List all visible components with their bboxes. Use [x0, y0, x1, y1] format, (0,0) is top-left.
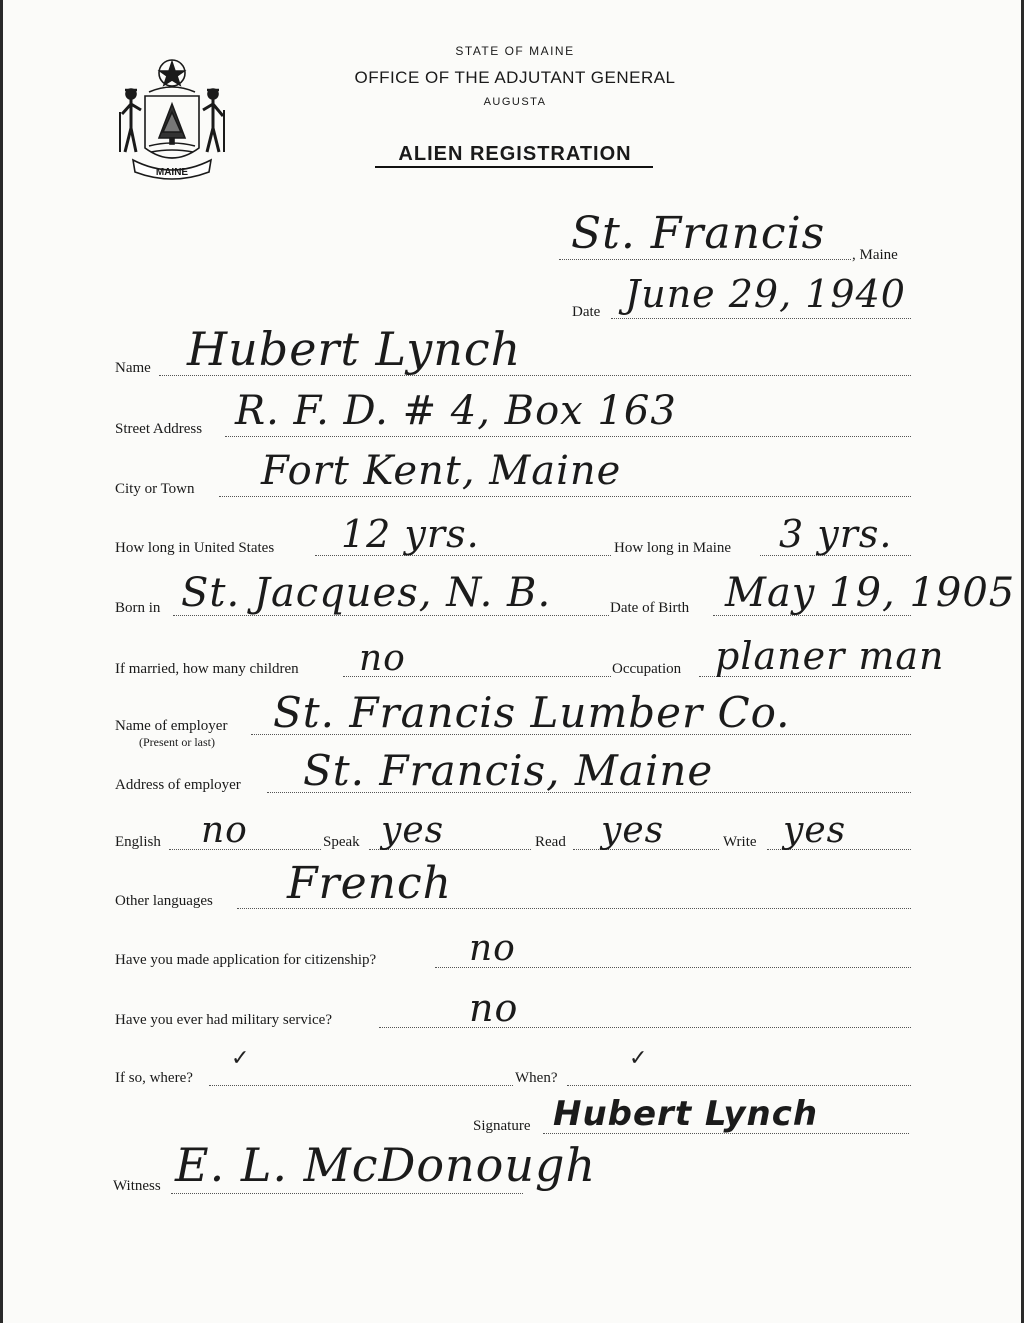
employer-address-value: St. Francis, Maine: [303, 746, 714, 795]
speak-label: Speak: [323, 834, 360, 850]
us-stay-value: 12 yrs.: [341, 512, 480, 556]
employer-sublabel: (Present or last): [139, 735, 215, 749]
date-line: [611, 318, 911, 319]
city-line: [219, 496, 911, 497]
english-label: English: [115, 834, 161, 850]
employer-address-label: Address of employer: [115, 777, 241, 793]
other-languages-label: Other languages: [115, 893, 213, 909]
signature-value: Hubert Lynch: [553, 1094, 819, 1134]
date-value: June 29, 1940: [625, 272, 906, 316]
signature-label: Signature: [473, 1118, 531, 1134]
when-check-icon: ✓: [629, 1046, 648, 1071]
military-label: Have you ever had military service?: [115, 1012, 332, 1028]
street-label: Street Address: [115, 421, 203, 437]
header-state: STATE OF MAINE: [455, 44, 575, 58]
dob-label: Date of Birth: [610, 600, 690, 616]
occupation-label: Occupation: [612, 661, 682, 677]
write-label: Write: [723, 834, 757, 850]
other-languages-value: French: [287, 858, 452, 909]
occupation-value: planer man: [715, 634, 945, 678]
us-stay-label: How long in United States: [115, 540, 275, 556]
title-underline: [375, 166, 653, 168]
military-line: [379, 1027, 911, 1028]
maine-stay-value: 3 yrs.: [779, 512, 893, 556]
name-value: Hubert Lynch: [187, 322, 522, 376]
employer-value: St. Francis Lumber Co.: [273, 688, 791, 737]
place-line: [559, 259, 851, 260]
maine-stay-label: How long in Maine: [614, 540, 732, 556]
born-value: St. Jacques, N. B.: [181, 570, 552, 616]
street-value: R. F. D. # 4, Box 163: [235, 388, 677, 434]
when-line: [567, 1085, 911, 1086]
form-title: ALIEN REGISTRATION: [398, 143, 632, 165]
write-value: yes: [783, 810, 847, 851]
citizenship-value: no: [469, 928, 516, 969]
name-label: Name: [115, 360, 151, 376]
witness-value: E. L. McDonough: [175, 1138, 597, 1192]
military-value: no: [469, 986, 519, 1030]
english-value: no: [201, 810, 248, 851]
svg-text:MAINE: MAINE: [155, 167, 189, 178]
city-value: Fort Kent, Maine: [261, 448, 622, 494]
when-label: When?: [515, 1070, 558, 1086]
city-label: City or Town: [115, 481, 195, 497]
witness-line: [171, 1193, 523, 1194]
witness-label: Witness: [113, 1178, 161, 1194]
header-office: OFFICE OF THE ADJUTANT GENERAL: [354, 68, 676, 87]
where-label: If so, where?: [115, 1070, 193, 1086]
citizenship-label: Have you made application for citizenship?: [115, 952, 377, 968]
read-label: Read: [535, 834, 566, 850]
born-label: Born in: [115, 600, 161, 616]
dob-value: May 19, 1905: [725, 570, 1016, 616]
header-city: AUGUSTA: [483, 96, 547, 108]
children-label: If married, how many children: [115, 661, 299, 677]
speak-value: yes: [381, 810, 445, 851]
employer-label: Name of employer: [115, 718, 228, 734]
place-value: St. Francis: [571, 208, 826, 259]
place-label: , Maine: [852, 247, 898, 263]
where-check-icon: ✓: [231, 1046, 250, 1071]
read-value: yes: [601, 810, 665, 851]
street-line: [225, 436, 911, 437]
where-line: [209, 1085, 513, 1086]
children-value: no: [359, 638, 406, 679]
date-label: Date: [572, 304, 601, 320]
